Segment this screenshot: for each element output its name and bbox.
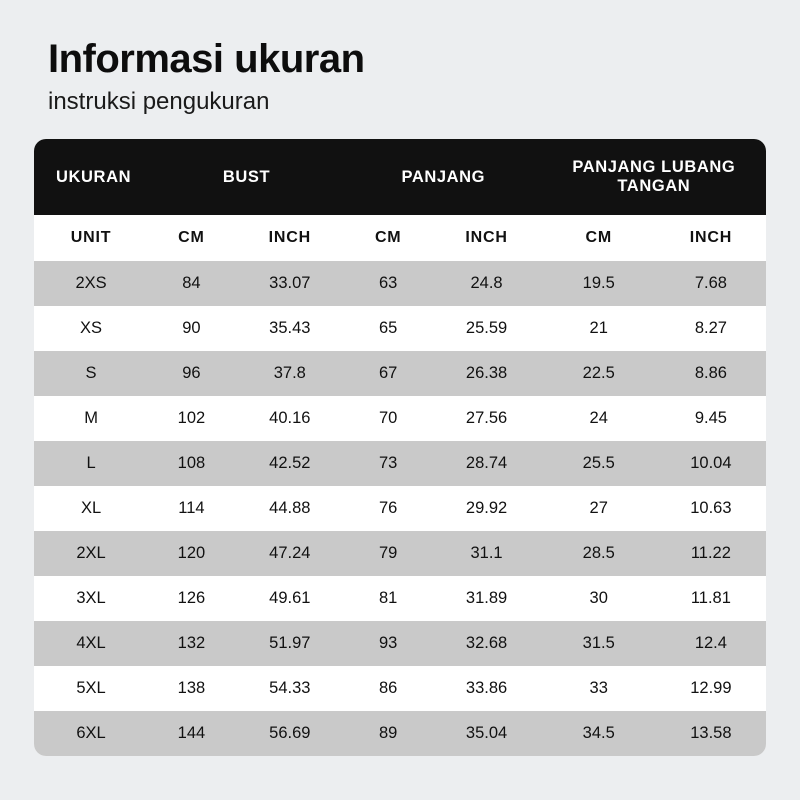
cell-length-cm: 89	[345, 711, 432, 756]
table-header-row	[34, 139, 766, 215]
cell-length-cm: 70	[345, 396, 432, 441]
column-header-bust: BUST	[148, 139, 345, 215]
table-body	[34, 261, 766, 756]
cell-length-inch: 25.59	[431, 306, 541, 351]
cell-armhole-inch: 10.63	[656, 486, 766, 531]
cell-bust-inch: 35.43	[235, 306, 345, 351]
table-row	[34, 306, 766, 351]
cell-armhole-inch: 10.04	[656, 441, 766, 486]
cell-armhole-inch: 11.22	[656, 531, 766, 576]
cell-bust-inch: 54.33	[235, 666, 345, 711]
cell-size: L	[34, 441, 148, 486]
unit-bust-inch: INCH	[235, 215, 345, 261]
table-unit-row	[34, 215, 766, 261]
cell-size: S	[34, 351, 148, 396]
cell-bust-cm: 138	[148, 666, 235, 711]
cell-armhole-cm: 19.5	[542, 261, 656, 306]
cell-bust-inch: 37.8	[235, 351, 345, 396]
table-row	[34, 666, 766, 711]
cell-bust-inch: 42.52	[235, 441, 345, 486]
cell-armhole-cm: 30	[542, 576, 656, 621]
cell-bust-cm: 132	[148, 621, 235, 666]
cell-bust-cm: 144	[148, 711, 235, 756]
table-row	[34, 396, 766, 441]
cell-bust-cm: 84	[148, 261, 235, 306]
cell-bust-cm: 90	[148, 306, 235, 351]
column-header-size: UKURAN	[34, 139, 148, 215]
unit-armhole-cm: CM	[542, 215, 656, 261]
cell-length-inch: 29.92	[431, 486, 541, 531]
unit-label: UNIT	[34, 215, 148, 261]
cell-armhole-inch: 13.58	[656, 711, 766, 756]
cell-length-inch: 31.89	[431, 576, 541, 621]
cell-armhole-cm: 21	[542, 306, 656, 351]
unit-bust-cm: CM	[148, 215, 235, 261]
cell-armhole-cm: 31.5	[542, 621, 656, 666]
unit-armhole-inch: INCH	[656, 215, 766, 261]
cell-bust-inch: 33.07	[235, 261, 345, 306]
cell-size: 5XL	[34, 666, 148, 711]
cell-bust-cm: 102	[148, 396, 235, 441]
cell-bust-inch: 56.69	[235, 711, 345, 756]
cell-armhole-cm: 28.5	[542, 531, 656, 576]
cell-armhole-inch: 12.4	[656, 621, 766, 666]
unit-length-inch: INCH	[431, 215, 541, 261]
cell-armhole-inch: 12.99	[656, 666, 766, 711]
table-row	[34, 441, 766, 486]
unit-length-cm: CM	[345, 215, 432, 261]
cell-bust-inch: 51.97	[235, 621, 345, 666]
cell-bust-inch: 47.24	[235, 531, 345, 576]
table-row	[34, 711, 766, 756]
table-unit-section	[34, 215, 766, 261]
cell-length-inch: 27.56	[431, 396, 541, 441]
cell-armhole-inch: 9.45	[656, 396, 766, 441]
cell-size: 4XL	[34, 621, 148, 666]
column-header-armhole: PANJANG LUBANG TANGAN	[542, 139, 766, 215]
cell-length-cm: 76	[345, 486, 432, 531]
cell-length-inch: 26.38	[431, 351, 541, 396]
cell-length-cm: 93	[345, 621, 432, 666]
table-row	[34, 486, 766, 531]
cell-bust-inch: 40.16	[235, 396, 345, 441]
cell-length-cm: 86	[345, 666, 432, 711]
cell-armhole-inch: 11.81	[656, 576, 766, 621]
page-title: Informasi ukuran	[48, 37, 365, 81]
cell-bust-cm: 120	[148, 531, 235, 576]
cell-armhole-inch: 8.86	[656, 351, 766, 396]
cell-size: 3XL	[34, 576, 148, 621]
cell-length-cm: 65	[345, 306, 432, 351]
table-header	[34, 139, 766, 215]
size-table-card	[34, 139, 766, 756]
cell-length-cm: 67	[345, 351, 432, 396]
cell-size: 2XS	[34, 261, 148, 306]
cell-bust-inch: 44.88	[235, 486, 345, 531]
cell-length-cm: 79	[345, 531, 432, 576]
page-subtitle: instruksi pengukuran	[48, 88, 270, 115]
table-row	[34, 531, 766, 576]
cell-size: 6XL	[34, 711, 148, 756]
cell-size: XL	[34, 486, 148, 531]
cell-size: M	[34, 396, 148, 441]
cell-size: XS	[34, 306, 148, 351]
column-header-length: PANJANG	[345, 139, 542, 215]
cell-length-cm: 81	[345, 576, 432, 621]
cell-armhole-cm: 27	[542, 486, 656, 531]
cell-armhole-inch: 8.27	[656, 306, 766, 351]
cell-bust-cm: 108	[148, 441, 235, 486]
cell-bust-inch: 49.61	[235, 576, 345, 621]
cell-bust-cm: 126	[148, 576, 235, 621]
cell-length-inch: 24.8	[431, 261, 541, 306]
cell-armhole-cm: 22.5	[542, 351, 656, 396]
cell-size: 2XL	[34, 531, 148, 576]
cell-armhole-cm: 25.5	[542, 441, 656, 486]
cell-armhole-inch: 7.68	[656, 261, 766, 306]
table-row	[34, 576, 766, 621]
table-row	[34, 351, 766, 396]
cell-bust-cm: 114	[148, 486, 235, 531]
cell-length-inch: 33.86	[431, 666, 541, 711]
cell-armhole-cm: 33	[542, 666, 656, 711]
cell-length-inch: 32.68	[431, 621, 541, 666]
cell-length-cm: 63	[345, 261, 432, 306]
cell-armhole-cm: 34.5	[542, 711, 656, 756]
size-table	[34, 139, 766, 756]
table-row	[34, 261, 766, 306]
table-row	[34, 621, 766, 666]
cell-bust-cm: 96	[148, 351, 235, 396]
cell-length-inch: 28.74	[431, 441, 541, 486]
cell-length-inch: 35.04	[431, 711, 541, 756]
cell-length-inch: 31.1	[431, 531, 541, 576]
cell-length-cm: 73	[345, 441, 432, 486]
cell-armhole-cm: 24	[542, 396, 656, 441]
